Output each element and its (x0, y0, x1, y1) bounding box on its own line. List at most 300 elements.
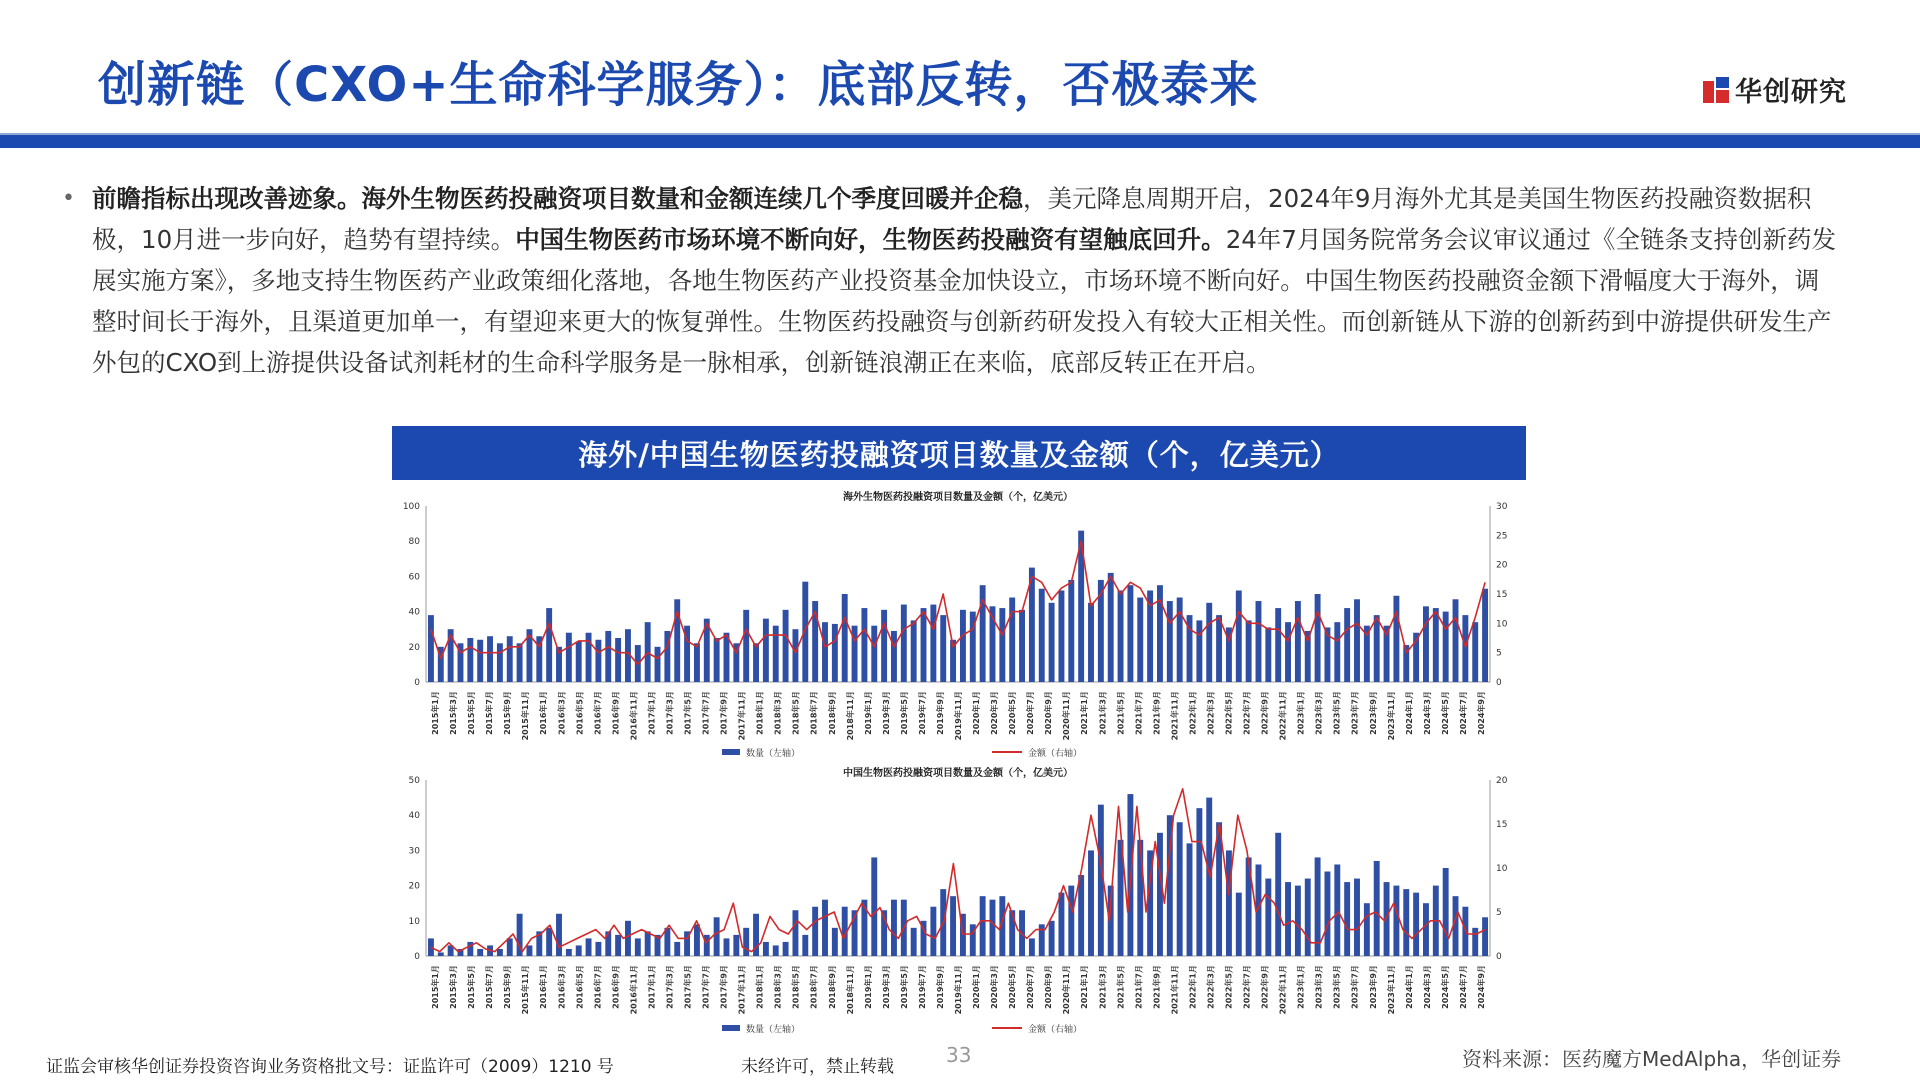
bar (605, 931, 611, 956)
x-tick-label: 2024年3月 (1422, 965, 1432, 1009)
x-tick-label: 2021年7月 (1134, 691, 1144, 735)
x-tick-label: 2016年7月 (593, 691, 603, 735)
bar (1453, 599, 1459, 682)
x-tick-label: 2018年1月 (755, 691, 765, 735)
x-tick-label: 2024年1月 (1404, 964, 1414, 1009)
x-tick-label: 2022年11月 (1278, 691, 1288, 741)
amount-line (431, 789, 1486, 952)
x-tick-label: 2015年7月 (485, 965, 495, 1009)
bar (566, 949, 572, 956)
bar (1009, 598, 1015, 682)
bar (1029, 938, 1035, 956)
bar (911, 620, 917, 682)
bar (1108, 573, 1114, 682)
x-tick-label: 2016年9月 (611, 691, 621, 735)
x-tick-label: 2021年5月 (1116, 965, 1126, 1009)
page-number: 33 (946, 1043, 972, 1067)
bar (1177, 822, 1183, 956)
bar (792, 629, 798, 682)
x-tick-label: 2015年11月 (521, 965, 531, 1015)
x-tick-label: 2024年9月 (1476, 965, 1486, 1009)
bar (940, 615, 946, 682)
bar (1413, 893, 1419, 956)
bar (861, 608, 867, 682)
bar (694, 643, 700, 682)
x-tick-label: 2016年1月 (539, 965, 549, 1009)
x-tick-label: 2024年5月 (1440, 691, 1450, 735)
x-tick-label: 2021年1月 (1080, 965, 1090, 1009)
bar (1078, 875, 1084, 956)
x-tick-label: 2020年9月 (1044, 965, 1054, 1009)
bar (1068, 580, 1074, 682)
bar (428, 615, 434, 682)
bar (1472, 622, 1478, 682)
x-tick-label: 2015年9月 (503, 965, 513, 1009)
legend-line-label: 金额（右轴） (1028, 749, 1083, 759)
x-tick-label: 2019年11月 (954, 965, 963, 1015)
y-tick-left: 50 (408, 776, 420, 786)
x-tick-label: 2019年9月 (935, 965, 945, 1009)
x-tick-label: 2020年1月 (972, 691, 982, 735)
bar (1039, 589, 1045, 682)
bar (546, 928, 552, 956)
bar (497, 643, 503, 682)
x-tick-label: 2022年9月 (1260, 691, 1270, 735)
bar (881, 610, 887, 682)
legend-line-label: 金额（右轴） (1028, 1025, 1083, 1035)
x-tick-label: 2018年7月 (809, 965, 819, 1009)
bar (980, 896, 986, 956)
y-tick-left: 0 (414, 952, 420, 962)
bar (1206, 603, 1212, 682)
x-tick-label: 2022年3月 (1206, 965, 1216, 1009)
bar (773, 626, 779, 682)
x-tick-label: 2024年5月 (1440, 965, 1450, 1009)
bar (1265, 879, 1271, 956)
bar (1285, 882, 1291, 956)
bar (1423, 606, 1429, 682)
x-tick-label: 2018年5月 (791, 965, 801, 1009)
chart-panel-1 (403, 490, 1508, 759)
bar (1393, 596, 1399, 682)
bar (517, 643, 523, 682)
bar (1443, 612, 1449, 682)
bar (467, 638, 473, 682)
x-tick-label: 2023年7月 (1350, 691, 1360, 735)
bar (526, 945, 532, 956)
summary-paragraph (62, 178, 1838, 383)
x-tick-label: 2021年9月 (1152, 691, 1162, 735)
x-tick-label: 2017年1月 (647, 691, 657, 735)
license-text: 证监会审核华创证券投资咨询业务资格批文号：证监许可（2009）1210 号 (46, 1057, 614, 1077)
bar (1482, 589, 1488, 682)
header-divider (0, 135, 1920, 148)
x-tick-label: 2021年5月 (1116, 691, 1126, 735)
bar (625, 921, 631, 956)
bar (901, 605, 907, 682)
bar (733, 935, 739, 956)
x-tick-label: 2019年1月 (863, 965, 873, 1009)
x-tick-label: 2017年5月 (683, 965, 693, 1009)
x-tick-label: 2018年7月 (809, 691, 819, 735)
bar (1275, 608, 1281, 682)
x-tick-label: 2017年3月 (665, 691, 675, 735)
x-tick-label: 2021年7月 (1134, 965, 1144, 1009)
page-title: 创新链（CXO+生命科学服务）：底部反转，否极泰来 (98, 57, 1259, 113)
bar (1295, 601, 1301, 682)
x-tick-label: 2023年5月 (1332, 691, 1342, 735)
x-tick-label: 2023年3月 (1314, 965, 1324, 1009)
x-tick-label: 2021年3月 (1098, 965, 1108, 1009)
x-tick-label: 2016年11月 (629, 965, 639, 1015)
bar (1384, 882, 1390, 956)
bar (753, 643, 759, 682)
bar (990, 900, 996, 956)
brand-logo (1703, 70, 1847, 109)
bar (1334, 864, 1340, 956)
bar (605, 631, 611, 682)
bar (1403, 889, 1409, 956)
bar (1088, 850, 1094, 956)
x-tick-label: 2023年3月 (1314, 691, 1324, 735)
x-tick-label: 2020年7月 (1026, 965, 1036, 1009)
x-tick-label: 2022年11月 (1278, 965, 1288, 1015)
summary-text-1: ，美元降息周期开启，2024年9月海外尤其是美国生物医药投融资数据积极，10月进一步向好，趋势有望持续。 (92, 184, 1812, 254)
bar (1009, 910, 1015, 956)
bar (1187, 843, 1193, 956)
x-tick-label: 2022年7月 (1242, 965, 1252, 1009)
bar (586, 938, 592, 956)
x-tick-label: 2021年3月 (1098, 691, 1108, 735)
x-tick-label: 2023年9月 (1368, 965, 1378, 1009)
bar (1315, 857, 1321, 956)
chart-title: 中国生物医药投融资项目数量及金额（个，亿美元） (843, 768, 1073, 779)
x-tick-label: 2019年11月 (954, 691, 963, 741)
y-tick-left: 10 (408, 916, 420, 927)
bar (645, 931, 651, 956)
bar (999, 608, 1005, 682)
x-tick-label: 2024年1月 (1404, 690, 1414, 735)
x-tick-label: 2018年9月 (827, 965, 837, 1009)
bar (477, 640, 483, 682)
x-tick-label: 2017年11月 (737, 965, 747, 1015)
x-tick-label: 2022年5月 (1224, 965, 1234, 1009)
bar (1482, 917, 1488, 956)
x-tick-label: 2018年11月 (845, 691, 855, 741)
x-tick-label: 2020年11月 (1062, 691, 1072, 741)
bar (773, 945, 779, 956)
x-tick-label: 2018年9月 (827, 691, 837, 735)
x-tick-label: 2018年3月 (773, 965, 783, 1009)
x-tick-label: 2023年7月 (1350, 965, 1360, 1009)
x-tick-label: 2022年1月 (1188, 965, 1198, 1009)
bar (1334, 622, 1340, 682)
y-tick-right: 15 (1496, 820, 1508, 830)
x-tick-label: 2019年9月 (935, 691, 945, 735)
x-tick-label: 2019年1月 (863, 691, 873, 735)
bar (1433, 608, 1439, 682)
bar (487, 636, 493, 682)
bar (1068, 886, 1074, 956)
x-tick-label: 2015年9月 (503, 691, 513, 735)
x-tick-label: 2016年9月 (611, 965, 621, 1009)
bar (576, 945, 582, 956)
x-tick-label: 2017年5月 (683, 691, 693, 735)
bar (1305, 879, 1311, 956)
x-tick-label: 2018年5月 (791, 691, 801, 735)
bar (1236, 893, 1242, 956)
x-tick-label: 2016年11月 (629, 691, 639, 741)
x-tick-label: 2015年5月 (467, 965, 477, 1009)
x-tick-label: 2022年7月 (1242, 691, 1252, 735)
bar (921, 608, 927, 682)
x-tick-label: 2021年11月 (1170, 965, 1180, 1015)
x-tick-label: 2023年9月 (1368, 691, 1378, 735)
bar (832, 624, 838, 682)
x-tick-label: 2020年5月 (1008, 691, 1018, 735)
x-tick-label: 2020年7月 (1026, 691, 1036, 735)
charts-canvas (392, 490, 1526, 1040)
bar (832, 928, 838, 956)
bar (694, 924, 700, 956)
legend-bar-label: 数量（左轴） (746, 749, 801, 759)
bar (1019, 610, 1025, 682)
bar (1058, 590, 1064, 682)
chart-panel-2 (409, 766, 1508, 1035)
bar (1295, 886, 1301, 956)
x-tick-label: 2016年1月 (539, 691, 549, 735)
y-tick-left: 100 (402, 502, 420, 512)
bar (1118, 590, 1124, 682)
bar (802, 935, 808, 956)
bar (714, 917, 720, 956)
summary-bold-2: 中国生物医药市场环境不断向好，生物医药投融资有望触底回升。 (515, 225, 1226, 254)
x-tick-label: 2015年3月 (449, 691, 459, 735)
y-tick-right: 0 (1496, 678, 1502, 688)
bar (448, 629, 454, 682)
x-tick-label: 2019年3月 (881, 965, 891, 1009)
bar (507, 636, 513, 682)
x-tick-label: 2019年7月 (917, 965, 927, 1009)
x-tick-label: 2017年3月 (665, 965, 675, 1009)
bar (546, 608, 552, 682)
bar (724, 938, 730, 956)
x-tick-label: 2020年3月 (990, 965, 1000, 1009)
bar (1423, 903, 1429, 956)
bar (1088, 603, 1094, 682)
x-tick-label: 2023年1月 (1296, 691, 1306, 735)
summary-text-2: 24年7月国务院常务会议审议通过《全链条支持创新药发展实施方案》，多地支持生物医药产业政策细化落地，各地生物医药产业投资基金加快设立，市场环境不断向好。中国生物医药投融资金额下滑幅度大于海外，调整时间长于海外，且渠道更加单一，有望迎来更大的恢复弹性。生物医药投融资与创新药研发投入有较大正相关性。而创新链从下游的创新药到中游提供研发生产外包的CXO到上游提供设备试剂耗材的生命科学服务是一脉相承，创新链浪潮正在来临，底部反转正在开启。 (92, 225, 1836, 377)
x-tick-label: 2024年3月 (1422, 691, 1432, 735)
bar (1344, 608, 1350, 682)
x-tick-label: 2015年11月 (521, 691, 531, 741)
x-tick-label: 2019年7月 (917, 691, 927, 735)
y-tick-left: 40 (408, 607, 420, 618)
x-tick-label: 2024年7月 (1458, 965, 1468, 1009)
x-tick-label: 2023年11月 (1386, 690, 1396, 741)
bar (1256, 601, 1262, 682)
legend-bar-swatch (722, 749, 740, 755)
y-tick-left: 80 (408, 537, 420, 548)
bar (783, 942, 789, 956)
bar (1206, 798, 1212, 956)
bar (1443, 868, 1449, 956)
bar (960, 610, 966, 682)
x-tick-label: 2020年5月 (1008, 965, 1018, 1009)
x-tick-label: 2015年5月 (467, 691, 477, 735)
x-tick-label: 2024年7月 (1458, 691, 1468, 735)
bar (1324, 872, 1330, 956)
bar (822, 622, 828, 682)
bar (911, 928, 917, 956)
bar (1216, 615, 1222, 682)
bar (783, 610, 789, 682)
bar (1354, 599, 1360, 682)
bar (802, 582, 808, 682)
bar (1393, 886, 1399, 956)
bar (1196, 620, 1202, 682)
bar (871, 857, 877, 956)
x-tick-label: 2020年1月 (972, 965, 982, 1009)
bar (1049, 921, 1055, 956)
x-tick-label: 2022年9月 (1260, 965, 1270, 1009)
bar (1177, 598, 1183, 682)
bar (763, 619, 769, 682)
y-tick-right: 10 (1496, 864, 1508, 874)
copyright-notice: 未经许可，禁止转载 (741, 1057, 894, 1077)
bar (1049, 603, 1055, 682)
x-tick-label: 2015年1月 (431, 691, 441, 735)
x-tick-label: 2016年7月 (593, 965, 603, 1009)
bar (595, 640, 601, 682)
bar (1315, 594, 1321, 682)
x-tick-label: 2017年9月 (719, 691, 729, 735)
x-tick-label: 2021年9月 (1152, 965, 1162, 1009)
y-tick-right: 5 (1496, 908, 1502, 918)
bar (714, 638, 720, 682)
x-tick-label: 2018年3月 (773, 691, 783, 735)
y-tick-left: 20 (408, 881, 420, 892)
bar (1137, 840, 1143, 956)
bar (1285, 622, 1291, 682)
bar (704, 935, 710, 956)
x-tick-label: 2020年9月 (1044, 691, 1054, 735)
bar (930, 605, 936, 682)
bar (1344, 882, 1350, 956)
x-tick-label: 2016年3月 (557, 965, 567, 1009)
x-tick-label: 2022年5月 (1224, 691, 1234, 735)
x-tick-label: 2015年1月 (431, 965, 441, 1009)
bar (792, 910, 798, 956)
x-tick-label: 2023年5月 (1332, 965, 1342, 1009)
x-tick-label: 2017年9月 (719, 965, 729, 1009)
bar (507, 938, 513, 956)
x-tick-label: 2019年5月 (899, 965, 909, 1009)
x-tick-label: 2017年1月 (647, 965, 657, 1009)
x-tick-label: 2022年3月 (1206, 691, 1216, 735)
y-tick-right: 10 (1496, 619, 1508, 630)
bar (822, 900, 828, 956)
x-tick-label: 2022年1月 (1188, 691, 1198, 735)
logo-text: 华创研究 (1735, 77, 1847, 108)
y-tick-right: 15 (1496, 590, 1508, 600)
bar (655, 647, 661, 682)
bar (1236, 590, 1242, 682)
bar (595, 942, 601, 956)
x-tick-label: 2017年11月 (737, 691, 747, 741)
chart-title: 海外生物医药投融资项目数量及金额（个，亿美元） (843, 492, 1073, 503)
bar (743, 928, 749, 956)
bar (1374, 615, 1380, 682)
y-tick-left: 60 (408, 572, 420, 583)
y-tick-right: 20 (1496, 776, 1508, 786)
x-tick-label: 2015年3月 (449, 965, 459, 1009)
bar (842, 594, 848, 682)
legend-bar-label: 数量（左轴） (746, 1025, 801, 1035)
bar (891, 900, 897, 956)
x-tick-label: 2021年1月 (1080, 691, 1090, 735)
y-tick-right: 30 (1496, 502, 1508, 512)
bar (438, 952, 444, 956)
bar (812, 907, 818, 956)
bullet-icon: • (62, 186, 75, 211)
bar (664, 928, 670, 956)
bar (1137, 598, 1143, 682)
x-tick-label: 2017年7月 (701, 691, 711, 735)
bar (950, 896, 956, 956)
bar (871, 626, 877, 682)
y-tick-left: 0 (414, 678, 420, 688)
bar (1275, 833, 1281, 956)
x-tick-label: 2018年11月 (845, 965, 855, 1015)
source-note: 资料来源：医药魔方MedAlpha，华创证券 (1462, 1047, 1842, 1071)
y-tick-left: 30 (408, 846, 420, 857)
x-tick-label: 2015年7月 (485, 691, 495, 735)
x-tick-label: 2019年5月 (899, 691, 909, 735)
x-tick-label: 2017年7月 (701, 965, 711, 1009)
bar (1246, 620, 1252, 682)
y-tick-right: 25 (1496, 531, 1508, 542)
bar (1157, 833, 1163, 956)
x-tick-label: 2016年5月 (575, 691, 585, 735)
bar (1472, 928, 1478, 956)
bar (1354, 879, 1360, 956)
x-tick-label: 2024年9月 (1476, 691, 1486, 735)
x-tick-label: 2019年3月 (881, 691, 891, 735)
y-tick-right: 5 (1496, 648, 1502, 659)
bar (1127, 585, 1133, 682)
bar (1196, 808, 1202, 956)
x-tick-label: 2020年11月 (1062, 965, 1072, 1015)
chart-banner-title: 海外/中国生物医药投融资项目数量及金额（个，亿美元） (392, 426, 1526, 480)
bar (1462, 615, 1468, 682)
x-tick-label: 2016年3月 (557, 691, 567, 735)
x-tick-label: 2018年1月 (755, 965, 765, 1009)
bar (477, 949, 483, 956)
x-tick-label: 2021年11月 (1170, 691, 1180, 741)
summary-bold-1: 前瞻指标出现改善迹象。海外生物医药投融资项目数量和金额连续几个季度回暖并企稳 (92, 184, 1023, 213)
y-tick-left: 20 (408, 642, 420, 653)
bar (763, 942, 769, 956)
bar (930, 907, 936, 956)
y-tick-right: 20 (1496, 560, 1508, 571)
bar (566, 633, 572, 682)
bar (674, 942, 680, 956)
bar (1265, 627, 1271, 682)
bar (1364, 903, 1370, 956)
x-tick-label: 2023年11月 (1386, 964, 1396, 1015)
y-tick-left: 40 (408, 811, 420, 822)
